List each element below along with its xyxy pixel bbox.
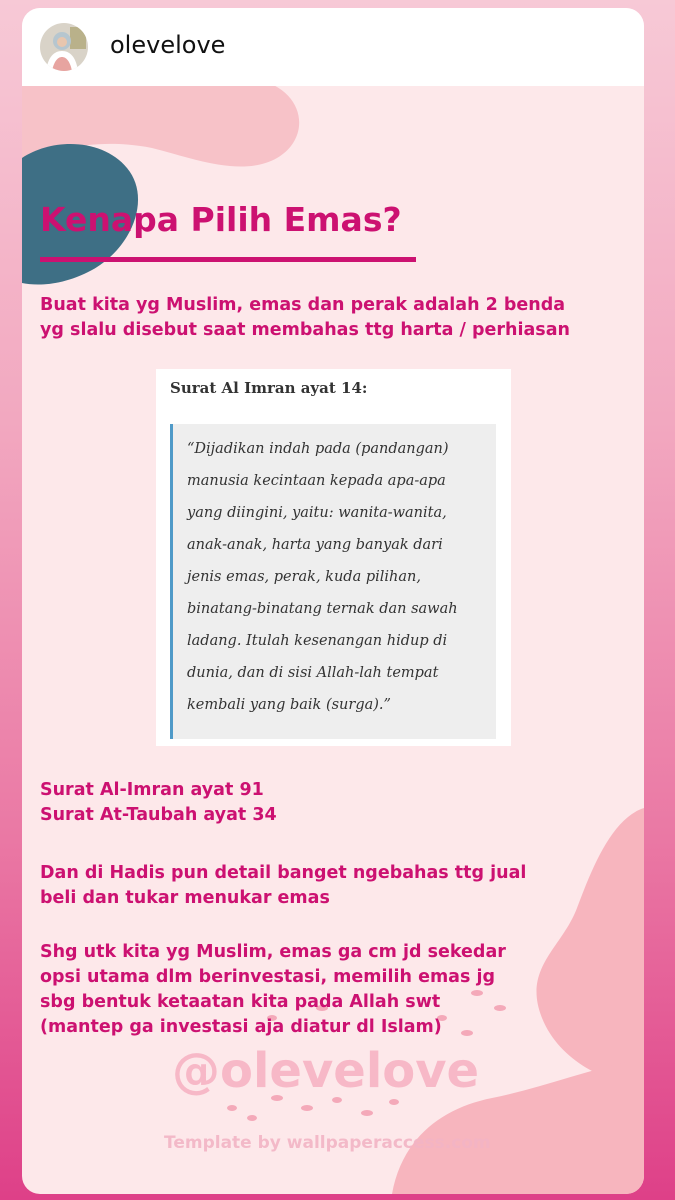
quote-line: jenis emas, perak, kuda pilihan, — [187, 569, 421, 585]
intro-line: Buat kita yg Muslim, emas dan perak adalah 2 benda — [40, 295, 566, 315]
quote-line: kembali yang baik (surga).” — [187, 697, 391, 713]
quote-line: anak-anak, harta yang banyak dari — [187, 537, 443, 553]
reference-line: Surat At-Taubah ayat 34 — [40, 805, 277, 825]
references-paragraph — [40, 778, 277, 828]
quote-line: yang diingini, yaitu: wanita-wanita, — [187, 505, 447, 521]
quote-line: manusia kecintaan kepada apa-apa — [187, 473, 446, 489]
quote-line: ladang. Itulah kesenangan hidup di — [187, 633, 448, 649]
closing-line: (mantep ga investasi aja diatur dl Islam) — [40, 1017, 442, 1037]
avatar[interactable] — [40, 23, 88, 71]
quote-screenshot — [156, 369, 511, 746]
username[interactable]: olevelove — [110, 31, 226, 59]
closing-paragraph — [40, 940, 506, 1040]
story-card — [22, 8, 644, 1194]
intro-paragraph — [40, 293, 570, 343]
reference-line: Surat Al-Imran ayat 91 — [40, 780, 264, 800]
hadis-line: beli dan tukar menukar emas — [40, 888, 330, 908]
quote-box — [170, 424, 496, 739]
closing-line: sbg bentuk ketaatan kita pada Allah swt — [40, 992, 441, 1012]
quote-title: Surat Al Imran ayat 14: — [170, 379, 368, 397]
hadis-line: Dan di Hadis pun detail banget ngebahas ttg jual — [40, 863, 527, 883]
quote-line: “Dijadikan indah pada (pandangan) — [187, 441, 449, 457]
closing-line: Shg utk kita yg Muslim, emas ga cm jd sekedar — [40, 942, 506, 962]
template-credit: Template by wallpaperaccess.com — [164, 1133, 491, 1153]
title-underline — [40, 257, 416, 262]
intro-line: yg slalu disebut saat membahas ttg harta / perhiasan — [40, 320, 570, 340]
quote-line: dunia, dan di sisi Allah-lah tempat — [187, 665, 439, 681]
hadis-paragraph — [40, 861, 526, 911]
story-header — [22, 8, 644, 86]
profile-photo-avatar-icon — [40, 23, 88, 71]
watermark-handle: @olevelove — [172, 1043, 480, 1099]
slide-content — [22, 8, 644, 1194]
closing-line: opsi utama dlm berinvestasi, memilih emas jg — [40, 967, 496, 987]
page-title: Kenapa Pilih Emas? — [40, 200, 402, 239]
quote-line: binatang-binatang ternak dan sawah — [187, 601, 458, 617]
